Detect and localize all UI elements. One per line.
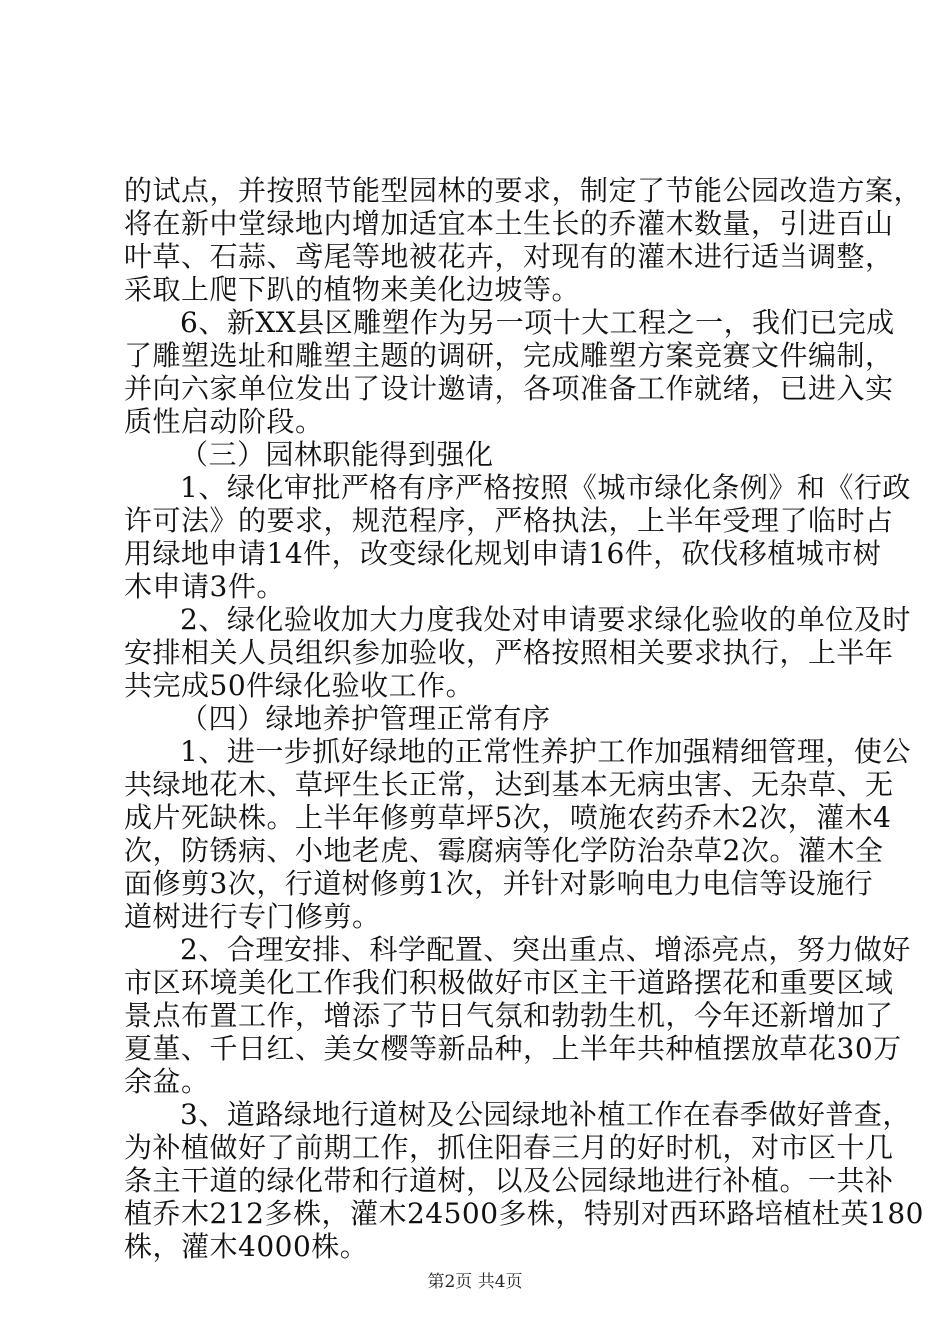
text-line-31: 条主干道的绿化带和行道树，以及公园绿地进行补植。一共补 bbox=[124, 1164, 894, 1197]
text-line-26: 景点布置工作，增添了节日气氛和勃勃生机，今年还新增加了 bbox=[124, 999, 894, 1032]
text-line-12: 用绿地申请14件，改变绿化规划申请16件，砍伐移植城市树 bbox=[124, 537, 882, 570]
text-line-25: 市区环境美化工作我们积极做好市区主干道路摆花和重要区域 bbox=[124, 966, 894, 999]
text-line-23: 道树进行专门修剪。 bbox=[124, 900, 381, 933]
text-line-5: 6、新XX县区雕塑作为另一项十大工程之一，我们已完成 bbox=[180, 306, 895, 339]
text-line-7: 并向六家单位发出了设计邀请，各项准备工作就绪，已进入实 bbox=[124, 372, 894, 405]
text-line-27: 夏堇、千日红、美女樱等新品种，上半年共种植摆放草花30万 bbox=[124, 1032, 902, 1065]
text-line-21: 次，防锈病、小地老虎、霉腐病等化学防治杂草2次。灌木全 bbox=[124, 834, 884, 867]
text-line-33: 株，灌木4000株。 bbox=[124, 1230, 369, 1263]
section-heading-4: （四）绿地养护管理正常有序 bbox=[180, 702, 551, 735]
text-line-8: 质性启动阶段。 bbox=[124, 405, 324, 438]
text-line-24: 2、合理安排、科学配置、突出重点、增添亮点，努力做好 bbox=[180, 933, 911, 966]
section-heading-3: （三）园林职能得到强化 bbox=[180, 438, 494, 471]
text-line-20: 成片死缺株。上半年修剪草坪5次，喷施农药乔木2次，灌木4 bbox=[124, 801, 892, 834]
text-line-6: 了雕塑选址和雕塑主题的调研，完成雕塑方案竞赛文件编制， bbox=[124, 339, 894, 372]
text-line-22: 面修剪3次，行道树修剪1次，并针对影响电力电信等设施行 bbox=[124, 867, 874, 900]
page-number-footer: 第2页 共4页 bbox=[427, 1272, 523, 1292]
text-line-2: 将在新中堂绿地内增加适宜本土生长的乔灌木数量，引进百山 bbox=[124, 207, 894, 240]
text-line-11: 许可法》的要求，规范程序，严格执法，上半年受理了临时占 bbox=[124, 504, 894, 537]
text-line-4: 采取上爬下趴的植物来美化边坡等。 bbox=[124, 273, 581, 306]
text-line-15: 安排相关人员组织参加验收，严格按照相关要求执行，上半年 bbox=[124, 636, 894, 669]
text-line-19: 共绿地花木、草坪生长正常，达到基本无病虫害、无杂草、无 bbox=[124, 768, 894, 801]
text-line-10: 1、绿化审批严格有序严格按照《城市绿化条例》和《行政 bbox=[180, 471, 911, 504]
text-line-14: 2、绿化验收加大力度我处对申请要求绿化验收的单位及时 bbox=[180, 603, 911, 636]
text-line-30: 为补植做好了前期工作，抓住阳春三月的好时机，对市区十几 bbox=[124, 1131, 894, 1164]
text-line-1: 的试点，并按照节能型园林的要求，制定了节能公园改造方案， bbox=[124, 174, 923, 207]
text-line-28: 余盆。 bbox=[124, 1065, 210, 1098]
text-line-18: 1、进一步抓好绿地的正常性养护工作加强精细管理，使公 bbox=[180, 735, 911, 768]
text-line-13: 木申请3件。 bbox=[124, 570, 285, 603]
text-line-3: 叶草、石蒜、鸢尾等地被花卉，对现有的灌木进行适当调整， bbox=[124, 240, 894, 273]
text-line-32: 植乔木212多株，灌木24500多株，特别对西环路培植杜英180 bbox=[124, 1197, 924, 1230]
text-line-16: 共完成50件绿化验收工作。 bbox=[124, 669, 475, 702]
text-line-29: 3、道路绿地行道树及公园绿地补植工作在春季做好普查， bbox=[180, 1098, 911, 1131]
